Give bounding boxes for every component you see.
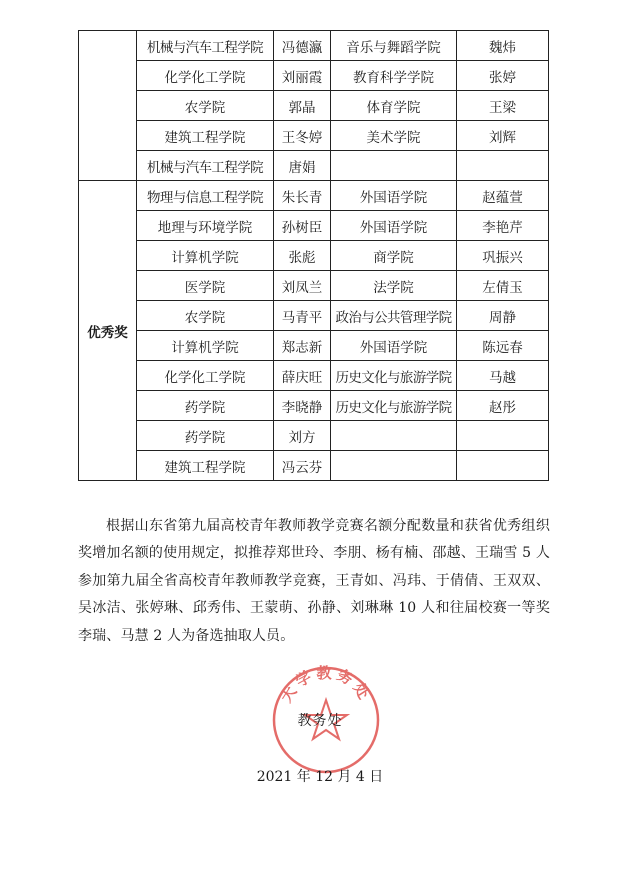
name-2-cell: 周静: [457, 301, 549, 331]
college-1-cell: 地理与环境学院: [137, 211, 274, 241]
table-row: [79, 151, 549, 181]
name-1-cell: 郑志新: [274, 331, 331, 361]
name-2-cell: 张婷: [457, 61, 549, 91]
table-row: [79, 241, 549, 271]
category-cell: [79, 31, 137, 181]
college-1-cell: 计算机学院: [137, 241, 274, 271]
name-2-cell: 赵蕴萱: [457, 181, 549, 211]
college-1-cell: 机械与汽车工程学院: [137, 31, 274, 61]
notice-paragraph: 根据山东省第九届高校青年教师教学竞赛名额分配数量和获省优秀组织奖增加名额的使用规定，拟推荐郑世玲、李朋、杨有楠、邵越、王瑞雪 5 人参加第九届全省高校青年教师教学竞赛，王青如、冯玮、于倩倩、王双双、吴冰洁、张婷琳、邱秀伟、王蒙萌、孙静、刘琳琳 10 人和往届校赛一等奖李瑞、马慧 2 人为备选抽取人员。: [78, 518, 550, 644]
table-row: [79, 391, 549, 421]
college-1-cell: 医学院: [137, 271, 274, 301]
name-1-cell: 朱长青: [274, 181, 331, 211]
college-2-cell: 美术学院: [331, 121, 457, 151]
name-1-cell: 马青平: [274, 301, 331, 331]
name-1-cell: 唐娟: [274, 151, 331, 181]
name-2-cell: 王梁: [457, 91, 549, 121]
name-1-cell: 郭晶: [274, 91, 331, 121]
results-table: [78, 30, 549, 481]
college-1-cell: 农学院: [137, 301, 274, 331]
name-1-cell: 冯德瀛: [274, 31, 331, 61]
college-1-cell: 化学化工学院: [137, 61, 274, 91]
name-2-cell: 李艳芹: [457, 211, 549, 241]
college-2-cell: [331, 451, 457, 481]
college-2-cell: 商学院: [331, 241, 457, 271]
name-1-cell: 刘方: [274, 421, 331, 451]
college-2-cell: [331, 151, 457, 181]
table-row: [79, 121, 549, 151]
name-2-cell: [457, 451, 549, 481]
table-row: [79, 181, 549, 211]
college-1-cell: 建筑工程学院: [137, 451, 274, 481]
table-row: [79, 301, 549, 331]
category-cell: 优秀奖: [79, 181, 137, 481]
college-2-cell: 教育科学学院: [331, 61, 457, 91]
table-row: [79, 61, 549, 91]
name-2-cell: 马越: [457, 361, 549, 391]
name-2-cell: 赵彤: [457, 391, 549, 421]
name-1-cell: 孙树臣: [274, 211, 331, 241]
college-2-cell: 体育学院: [331, 91, 457, 121]
table-row: [79, 451, 549, 481]
name-2-cell: 陈远春: [457, 331, 549, 361]
college-1-cell: 农学院: [137, 91, 274, 121]
name-2-cell: 巩振兴: [457, 241, 549, 271]
name-1-cell: 薛庆旺: [274, 361, 331, 391]
issue-date: 2021 年 12 月 4 日: [256, 769, 384, 785]
table-row: [79, 361, 549, 391]
table-row: [79, 271, 549, 301]
college-1-cell: 建筑工程学院: [137, 121, 274, 151]
issuer-signature: 教务处: [297, 713, 343, 729]
name-1-cell: 张彪: [274, 241, 331, 271]
name-1-cell: 刘凤兰: [274, 271, 331, 301]
college-2-cell: 政治与公共管理学院: [331, 301, 457, 331]
name-2-cell: 刘辉: [457, 121, 549, 151]
college-1-cell: 机械与汽车工程学院: [137, 151, 274, 181]
college-2-cell: 历史文化与旅游学院: [331, 361, 457, 391]
college-2-cell: 音乐与舞蹈学院: [331, 31, 457, 61]
college-1-cell: 物理与信息工程学院: [137, 181, 274, 211]
name-2-cell: 左倩玉: [457, 271, 549, 301]
college-1-cell: 药学院: [137, 421, 274, 451]
name-2-cell: [457, 151, 549, 181]
table-row: [79, 331, 549, 361]
table-row: [79, 31, 549, 61]
college-1-cell: 计算机学院: [137, 331, 274, 361]
college-2-cell: 法学院: [331, 271, 457, 301]
college-1-cell: 化学化工学院: [137, 361, 274, 391]
name-1-cell: 刘丽霞: [274, 61, 331, 91]
college-2-cell: 外国语学院: [331, 211, 457, 241]
name-1-cell: 王冬婷: [274, 121, 331, 151]
seal-text: 大学教务处: [277, 664, 375, 706]
college-2-cell: 外国语学院: [331, 181, 457, 211]
name-2-cell: [457, 421, 549, 451]
table-row: [79, 211, 549, 241]
name-1-cell: 李晓静: [274, 391, 331, 421]
table-row: [79, 91, 549, 121]
college-1-cell: 药学院: [137, 391, 274, 421]
name-1-cell: 冯云芬: [274, 451, 331, 481]
name-2-cell: 魏炜: [457, 31, 549, 61]
table-row: [79, 421, 549, 451]
college-2-cell: [331, 421, 457, 451]
college-2-cell: 历史文化与旅游学院: [331, 391, 457, 421]
college-2-cell: 外国语学院: [331, 331, 457, 361]
